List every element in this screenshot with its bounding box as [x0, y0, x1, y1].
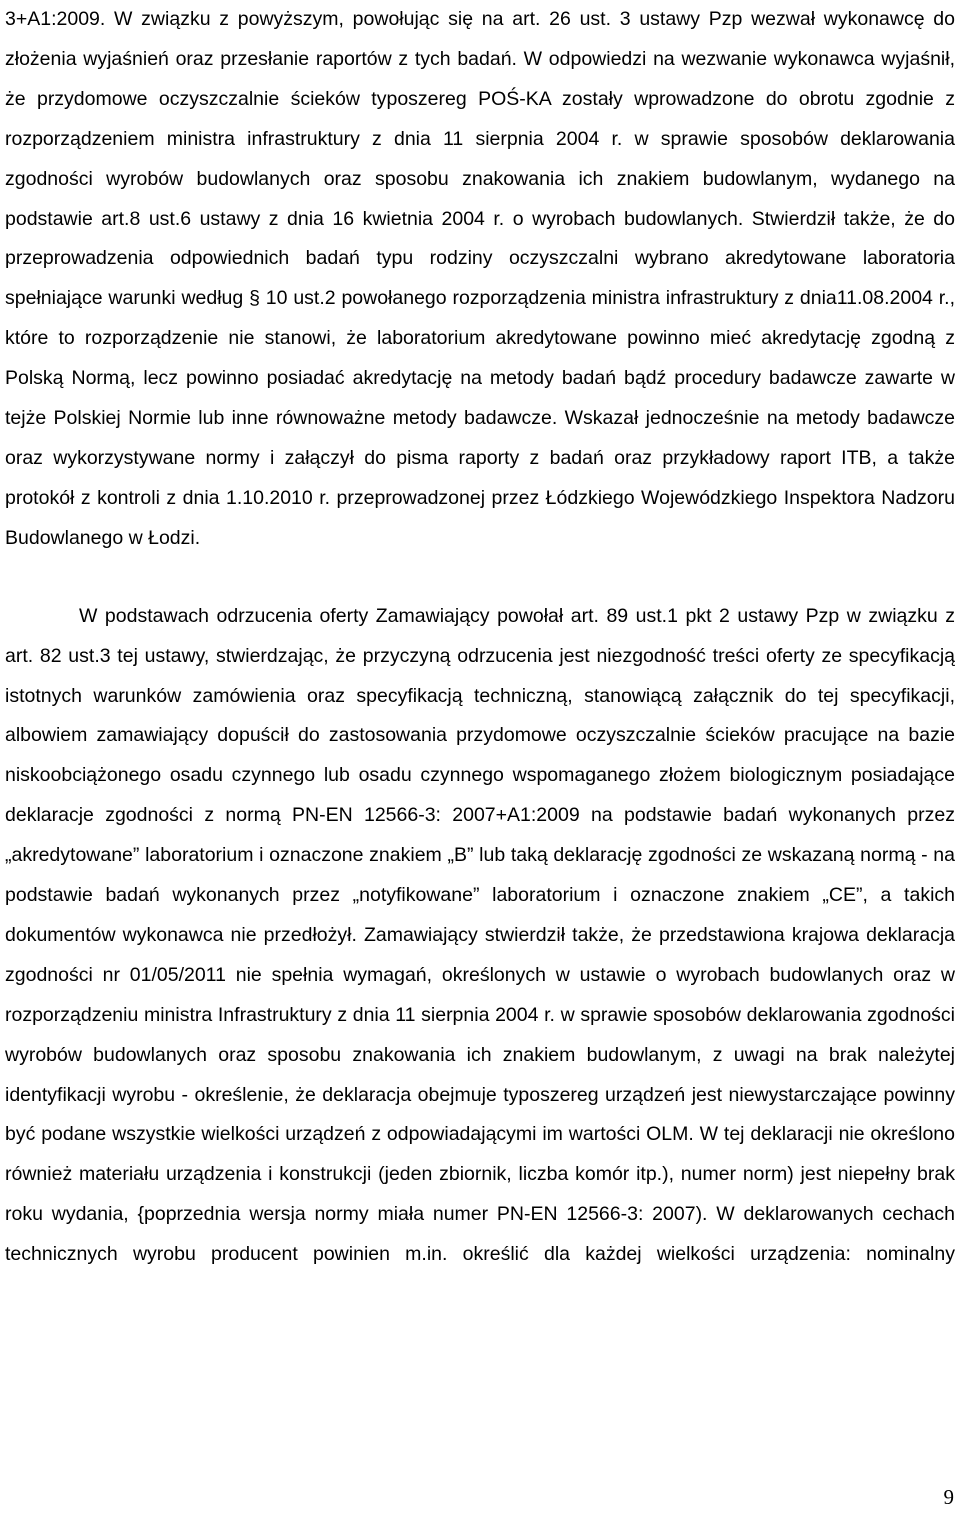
- document-page: [5, 0, 955, 1275]
- paragraph-wykonawca-explanation: 3+A1:2009. W związku z powyższym, powołując się na art. 26 ust. 3 ustawy Pzp wezwał wykonawcę do złożenia wyjaśnień oraz przesłanie raportów z tych badań. W odpowiedzi na wezwanie wykonawca wyjaśnił, że przydomowe oczyszczalnie ścieków typoszereg POŚ-KA zostały wprowadzone do obrotu zgodnie z rozporządzeniem ministra infrastruktury z dnia 11 sierpnia 2004 r. w sprawie sposobów deklarowania zgodności wyrobów budowlanych oraz sposobu znakowania ich znakiem budowlanym, wydanego na podstawie art.8 ust.6 ustawy z dnia 16 kwietnia 2004 r. o wyrobach budowlanych. Stwierdził także, że do przeprowadzenia odpowiednich badań typu rodziny oczyszczalni wybrano akredytowane laboratoria spełniające warunki według § 10 ust.2 powołanego rozporządzenia ministra infrastruktury z dnia11.08.2004 r., które to rozporządzenie nie stanowi, że laboratorium akredytowane powinno mieć akredytację zgodną z Polską Normą, lecz powinno posiadać akredytację na metody badań bądź procedury badawcze zawarte w tejże Polskiej Normie lub inne równoważne metody badawcze. Wskazał jednocześnie na metody badawcze oraz wykorzystywane normy i załączył do pisma raporty z badań oraz przykładowy raport ITB, a także protokół z kontroli z dnia 1.10.2010 r. przeprowadzonej przez Łódzkiego Wojewódzkiego Inspektora Nadzoru Budowlanego w Łodzi.: [5, 8, 955, 549]
- paragraph-rejection-grounds: W podstawach odrzucenia oferty Zamawiający powołał art. 89 ust.1 pkt 2 ustawy Pzp w związku z art. 82 ust.3 tej ustawy, stwierdzając, że przyczyną odrzucenia jest niezgodność treści oferty ze specyfikacją istotnych warunków zamówienia oraz specyfikacją techniczną, stanowiącą załącznik do tej specyfikacji, albowiem zamawiający dopuścił do zastosowania przydomowe oczyszczalnie ścieków pracujące na bazie niskoobciążonego osadu czynnego lub osadu czynnego wspomaganego złożem biologicznym posiadające deklaracje zgodności z normą PN-EN 12566-3: 2007+A1:2009 na podstawie badań wykonanych przez „akredytowane” laboratorium i oznaczone znakiem „B” lub taką deklarację zgodności ze wskazaną normą - na podstawie badań wykonanych przez „notyfikowane” laboratorium i oznaczone znakiem „CE”, a takich dokumentów wykonawca nie przedłożył. Zamawiający stwierdził także, że przedstawiona krajowa deklaracja zgodności nr 01/05/2011 nie spełnia wymagań, określonych w ustawie o wyrobach budowlanych oraz w rozporządzeniu ministra Infrastruktury z dnia 11 sierpnia 2004 r. w sprawie sposobów deklarowania zgodności wyrobów budowlanych oraz sposobu znakowania ich znakiem budowlanym, z uwagi na brak należytej identyfikacji wyrobu - określenie, że deklaracja obejmuje typoszereg urządzeń jest niewystarczające powinny być podane wszystkie wielkości urządzeń z odpowiadającymi im wartości OLM. W tej deklaracji nie określono również materiału urządzenia i konstrukcji (jeden zbiornik, liczba komór itp.), numer norm) jest niepełny brak roku wydania, {poprzednia wersja normy miała numer PN-EN 12566-3: 2007). W deklarowanych cechach technicznych wyrobu producent powinien m.in. określić dla każdej wielkości urządzenia: nominalny: [5, 604, 955, 1266]
- page-number: 9: [943, 1485, 954, 1509]
